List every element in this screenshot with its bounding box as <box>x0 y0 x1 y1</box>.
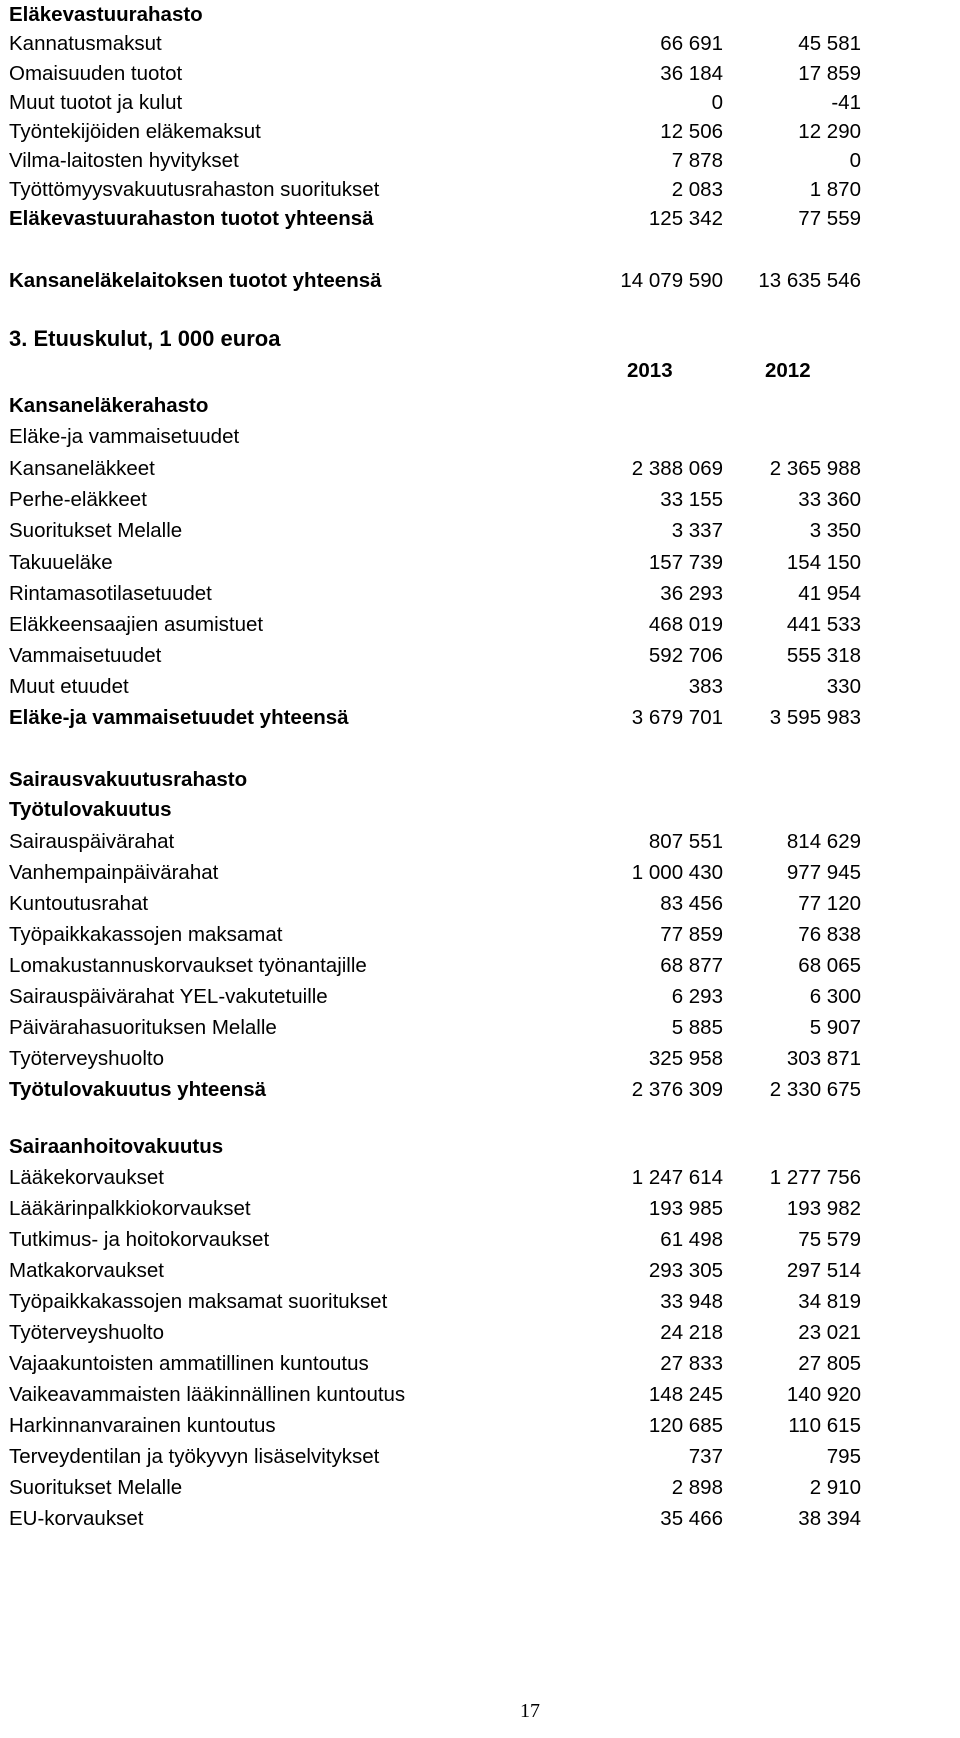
page-number: 17 <box>520 1700 540 1722</box>
row-label: Kansaneläkelaitoksen tuotot yhteensä <box>9 269 382 292</box>
value-2012: 3 595 983 <box>769 706 861 729</box>
table-row <box>9 485 959 515</box>
row-label: Suoritukset Melalle <box>9 519 183 542</box>
value-2013: 77 859 <box>660 923 723 946</box>
subsection-subtitle <box>9 422 959 452</box>
value-2012: 0 <box>849 149 861 172</box>
row-label: EU-korvaukset <box>9 1507 144 1530</box>
value-2012: 814 629 <box>786 830 861 853</box>
value-2013: 2 083 <box>671 178 723 201</box>
value-2012: 41 954 <box>798 582 861 605</box>
table-row <box>9 579 959 609</box>
table-row <box>9 641 959 671</box>
table-row <box>9 1256 959 1286</box>
row-label: Rintamasotilasetuudet <box>9 582 212 605</box>
value-2012: 17 859 <box>798 62 861 85</box>
value-2012: 2 330 675 <box>769 1078 861 1101</box>
value-2012: 76 838 <box>798 923 861 946</box>
value-2013: 2 388 069 <box>631 457 723 480</box>
row-label: Vajaakuntoisten ammatillinen kuntoutus <box>9 1352 369 1375</box>
row-label: Työterveyshuolto <box>9 1047 164 1070</box>
value-2012: 75 579 <box>798 1228 861 1251</box>
value-2013: 61 498 <box>660 1228 723 1251</box>
row-label: Työterveyshuolto <box>9 1321 164 1344</box>
table-row <box>9 1380 959 1410</box>
section-title-elakevastuurahasto: Eläkevastuurahasto <box>9 3 203 26</box>
table-row <box>9 951 959 981</box>
table-row <box>9 920 959 950</box>
row-label: Lomakustannuskorvaukset työnantajille <box>9 954 367 977</box>
table-row-total <box>9 1075 959 1105</box>
row-label: Suoritukset Melalle <box>9 1476 183 1499</box>
row-label: Terveydentilan ja työkyvyn lisäselvitykset <box>9 1445 380 1468</box>
table-row <box>9 1318 959 1348</box>
value-2012: 38 394 <box>798 1507 861 1530</box>
value-2013: 5 885 <box>671 1016 723 1039</box>
row-label: Tutkimus- ja hoitokorvaukset <box>9 1228 270 1251</box>
table-row <box>9 672 959 702</box>
value-2013: 2 376 309 <box>631 1078 723 1101</box>
table-row <box>9 1287 959 1317</box>
table-row <box>9 982 959 1012</box>
value-2013: 35 466 <box>660 1507 723 1530</box>
value-2012: 441 533 <box>786 613 861 636</box>
value-2013: 7 878 <box>671 149 723 172</box>
value-2012: 77 559 <box>798 207 861 230</box>
value-2013: 66 691 <box>660 32 723 55</box>
value-2013: 68 877 <box>660 954 723 977</box>
row-label: Matkakorvaukset <box>9 1259 164 1282</box>
value-2013: 325 958 <box>648 1047 723 1070</box>
table-row <box>9 1349 959 1379</box>
table-row <box>9 1194 959 1224</box>
value-2012: 2 910 <box>809 1476 861 1499</box>
value-2013: 592 706 <box>648 644 723 667</box>
row-label: Työntekijöiden eläkemaksut <box>9 120 261 143</box>
table-row <box>9 827 959 857</box>
row-label: Harkinnanvarainen kuntoutus <box>9 1414 276 1437</box>
table-row <box>9 88 959 118</box>
table-row-total <box>9 204 959 234</box>
value-2012: 140 920 <box>786 1383 861 1406</box>
value-2012: 555 318 <box>786 644 861 667</box>
table-row <box>9 516 959 546</box>
value-2012: 6 300 <box>809 985 861 1008</box>
subsection-title-sairausvakuutusrahasto: Sairausvakuutusrahasto <box>9 768 248 791</box>
table-row <box>9 1013 959 1043</box>
row-label: Omaisuuden tuotot <box>9 62 183 85</box>
value-2013: 6 293 <box>671 985 723 1008</box>
section-title-etuuskulut: 3. Etuuskulut, 1 000 euroa <box>9 326 281 351</box>
row-label: Eläke-ja vammaisetuudet yhteensä <box>9 706 349 729</box>
subsection-title-kansanelakerahasto: Kansaneläkerahasto <box>9 394 209 417</box>
table-row <box>9 889 959 919</box>
value-2012: 27 805 <box>798 1352 861 1375</box>
row-label: Päivärahasuorituksen Melalle <box>9 1016 277 1039</box>
subsection-title-tyotulovakuutus: Työtulovakuutus <box>9 798 172 821</box>
row-label: Eläkkeensaajien asumistuet <box>9 613 264 636</box>
value-2013: 120 685 <box>648 1414 723 1437</box>
row-label: Perhe-eläkkeet <box>9 488 147 511</box>
value-2013: 27 833 <box>660 1352 723 1375</box>
row-label: Työpaikkakassojen maksamat suoritukset <box>9 1290 388 1313</box>
value-2012: 303 871 <box>786 1047 861 1070</box>
value-2012: 154 150 <box>786 551 861 574</box>
table-row <box>9 1442 959 1472</box>
row-label: Kannatusmaksut <box>9 32 162 55</box>
row-label: Kuntoutusrahat <box>9 892 149 915</box>
table-row-total <box>9 703 959 733</box>
value-2013: 36 293 <box>660 582 723 605</box>
row-label: Vammaisetuudet <box>9 644 162 667</box>
value-2012: 68 065 <box>798 954 861 977</box>
value-2013: 33 948 <box>660 1290 723 1313</box>
value-2012: 1 277 756 <box>769 1166 861 1189</box>
grand-total-row <box>9 266 959 296</box>
table-row <box>9 1163 959 1193</box>
table-row <box>9 146 959 176</box>
table-row <box>9 1473 959 1503</box>
value-2013: 24 218 <box>660 1321 723 1344</box>
value-2013: 148 245 <box>648 1383 723 1406</box>
row-label: Vilma-laitosten hyvitykset <box>9 149 239 172</box>
row-label: Sairauspäivärahat <box>9 830 175 853</box>
table-row <box>9 454 959 484</box>
value-2012: 12 290 <box>798 120 861 143</box>
table-row <box>9 175 959 205</box>
value-2013: 737 <box>688 1445 723 1468</box>
value-2012: -41 <box>831 91 861 114</box>
year-header-2013: 2013 <box>627 359 673 382</box>
value-2012: 33 360 <box>798 488 861 511</box>
value-2012: 330 <box>826 675 861 698</box>
value-2012: 297 514 <box>786 1259 861 1282</box>
value-2012: 23 021 <box>798 1321 861 1344</box>
value-2013: 2 898 <box>671 1476 723 1499</box>
row-label: Muut tuotot ja kulut <box>9 91 183 114</box>
subsection-title-sairaanhoitovakuutus: Sairaanhoitovakuutus <box>9 1135 224 1158</box>
value-2012: 13 635 546 <box>758 269 861 292</box>
year-header-2012: 2012 <box>765 359 811 382</box>
row-label: Vaikeavammaisten lääkinnällinen kuntoutus <box>9 1383 406 1406</box>
row-label: Työttömyysvakuutusrahaston suoritukset <box>9 178 380 201</box>
value-2013: 1 000 430 <box>631 861 723 884</box>
value-2012: 977 945 <box>786 861 861 884</box>
value-2013: 0 <box>711 91 723 114</box>
row-label: Vanhempainpäivärahat <box>9 861 219 884</box>
row-label: Eläke-ja vammaisetuudet <box>9 425 240 448</box>
value-2013: 14 079 590 <box>620 269 723 292</box>
row-label: Työtulovakuutus yhteensä <box>9 1078 267 1101</box>
value-2012: 2 365 988 <box>769 457 861 480</box>
table-row <box>9 1411 959 1441</box>
value-2013: 36 184 <box>660 62 723 85</box>
value-2012: 3 350 <box>809 519 861 542</box>
table-row <box>9 117 959 147</box>
value-2012: 5 907 <box>809 1016 861 1039</box>
value-2013: 3 679 701 <box>631 706 723 729</box>
value-2013: 383 <box>688 675 723 698</box>
value-2012: 34 819 <box>798 1290 861 1313</box>
value-2013: 157 739 <box>648 551 723 574</box>
row-label: Kansaneläkkeet <box>9 457 155 480</box>
value-2012: 1 870 <box>809 178 861 201</box>
table-row <box>9 1225 959 1255</box>
value-2012: 110 615 <box>788 1414 861 1437</box>
row-label: Takuueläke <box>9 551 113 574</box>
value-2012: 193 982 <box>786 1197 861 1220</box>
table-row <box>9 548 959 578</box>
table-row <box>9 858 959 888</box>
value-2013: 1 247 614 <box>631 1166 723 1189</box>
value-2013: 293 305 <box>648 1259 723 1282</box>
table-row <box>9 1504 959 1534</box>
row-label: Sairauspäivärahat YEL-vakutetuille <box>9 985 328 1008</box>
value-2013: 12 506 <box>660 120 723 143</box>
value-2012: 45 581 <box>798 32 861 55</box>
value-2013: 807 551 <box>648 830 723 853</box>
value-2013: 33 155 <box>660 488 723 511</box>
row-label: Lääkekorvaukset <box>9 1166 164 1189</box>
table-row <box>9 610 959 640</box>
row-label: Eläkevastuurahaston tuotot yhteensä <box>9 207 374 230</box>
value-2012: 795 <box>826 1445 861 1468</box>
value-2013: 193 985 <box>648 1197 723 1220</box>
value-2013: 3 337 <box>671 519 723 542</box>
value-2013: 468 019 <box>648 613 723 636</box>
value-2012: 77 120 <box>798 892 861 915</box>
table-row <box>9 1044 959 1074</box>
value-2013: 125 342 <box>648 207 723 230</box>
row-label: Lääkärinpalkkiokorvaukset <box>9 1197 251 1220</box>
row-label: Työpaikkakassojen maksamat <box>9 923 283 946</box>
table-row <box>9 29 959 59</box>
table-row <box>9 59 959 89</box>
row-label: Muut etuudet <box>9 675 129 698</box>
value-2013: 83 456 <box>660 892 723 915</box>
